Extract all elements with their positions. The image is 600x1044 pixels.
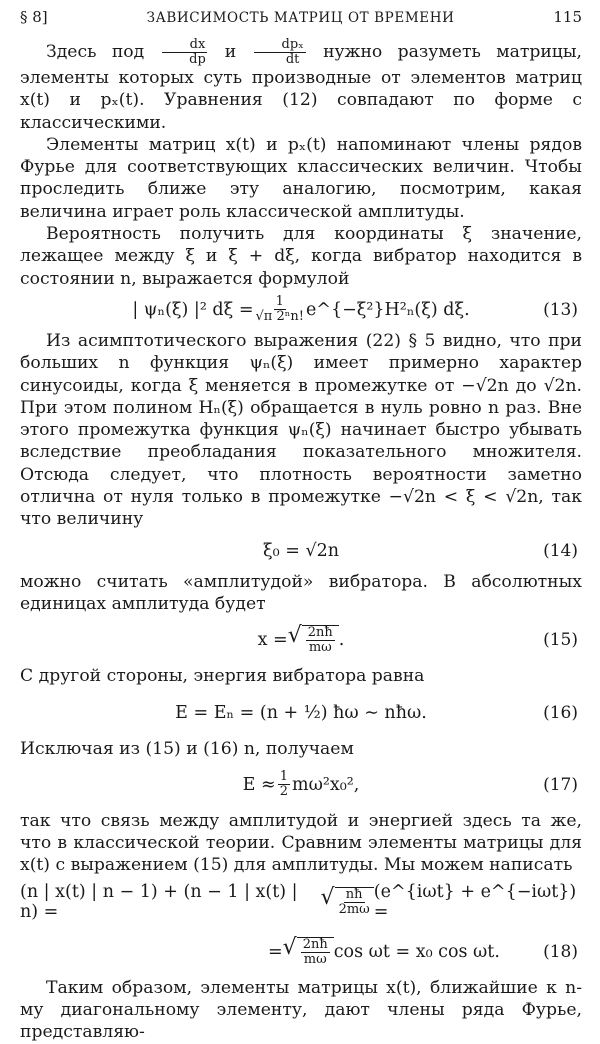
equation-number: (13) <box>543 299 578 320</box>
paragraph-9: Таким образом, элементы матрицы x(t), ближайшие к n-му диагональному элементу, дают члены ряда Фурье, представляю- <box>20 977 582 1043</box>
equation-number: (17) <box>543 774 578 795</box>
equation-17: E ≈ $\frac{1}{2}$ mω²x₀², (17) <box>242 769 578 800</box>
paragraph-4: Из асимптотического выражения (22) § 5 видно, что при больших n функция ψₙ(ξ) имеет примерно характер синусоиды, когда ξ меняется в промежутке от −√2n до √2n. При этом полином Hₙ(ξ) обращается в нуль ровно n раз. Вне этого промежутка функция ψₙ(ξ) начинает быстро убывать вследствие преобладания показательного множителя. Отсюда следует, что плотность вероятности заметно отлична от нуля только в промежутке −√2n < ξ < √2n, так что величину <box>20 330 582 530</box>
paragraph-6: С другой стороны, энергия вибратора равна <box>20 666 425 687</box>
paragraph-7: Исключая из (15) и (16) n, получаем <box>20 738 354 759</box>
frac-dx-dp: $\frac{dx}{dp}$ <box>162 38 208 67</box>
paragraph-5: можно считать «амплитудой» вибратора. В абсолютных единицах амплитуда будет <box>20 571 582 614</box>
equation-number: (15) <box>543 630 578 651</box>
section-mark: § 8] <box>20 8 48 26</box>
equation-14: ξ₀ = √2n (14) <box>263 540 578 561</box>
paragraph-2: Элементы матриц x(t) и pₓ(t) напоминают члены рядов Фурье для соответствующих классических величин. Чтобы проследить ближе эту аналогию, посмотрим, какая величина играет роль классической амплитуды. <box>20 134 582 222</box>
book-page <box>20 8 582 1044</box>
equation-16: E = Eₙ = (n + ½) ħω ∼ nħω. (16) <box>175 702 578 723</box>
page-number: 115 <box>553 8 582 26</box>
running-header <box>20 8 582 38</box>
frac-dpx-dt: $\frac{\text{dpₓ}}{dt}$ <box>254 38 306 67</box>
equation-18-line2: = √ $\frac{2nħ}{m\omega}$ cos ωt = x₀ cos ωt. (18) <box>268 934 578 967</box>
equation-15: x = √ $\frac{2nħ}{m\omega}$ . (15) <box>257 623 578 656</box>
equation-number: (14) <box>543 540 578 561</box>
equation-13: | ψₙ(ξ) |² dξ = $\frac{1}{\text{√π 2ⁿn!}}$ e^{−ξ²}H²ₙ(ξ) dξ. (13) <box>132 294 578 325</box>
equation-18-line1: (n | x(t) | n − 1) + (n − 1 | x(t) | n) = √ $\frac{nħ}{2m\omega}$ (e^{iωt} + e^{−iωt}) = <box>20 881 577 922</box>
paragraph-8: так что связь между амплитудой и энергией здесь та же, что в классической теории. Сравним элементы матрицы для x(t) с выражением (15) для амплитуды. Мы можем написать <box>20 810 582 876</box>
paragraph-1: Здесь под $\frac{dx}{dp}$ и $\frac{\text{dpₓ}}{dt}$ нужно разуметь матрицы, элементы которых суть производные от элементов матриц x(t) и pₓ(t). Уравнения (12) совпадают по форме с классическими. <box>20 37 582 133</box>
equation-number: (18) <box>543 941 578 962</box>
running-title: ЗАВИСИМОСТЬ МАТРИЦ ОТ ВРЕМЕНИ <box>146 10 455 26</box>
paragraph-3: Вероятность получить для координаты ξ значение, лежащее между ξ и ξ + dξ, когда вибратор находится в состоянии n, выражается формулой <box>20 224 582 289</box>
equation-number: (16) <box>543 702 578 723</box>
